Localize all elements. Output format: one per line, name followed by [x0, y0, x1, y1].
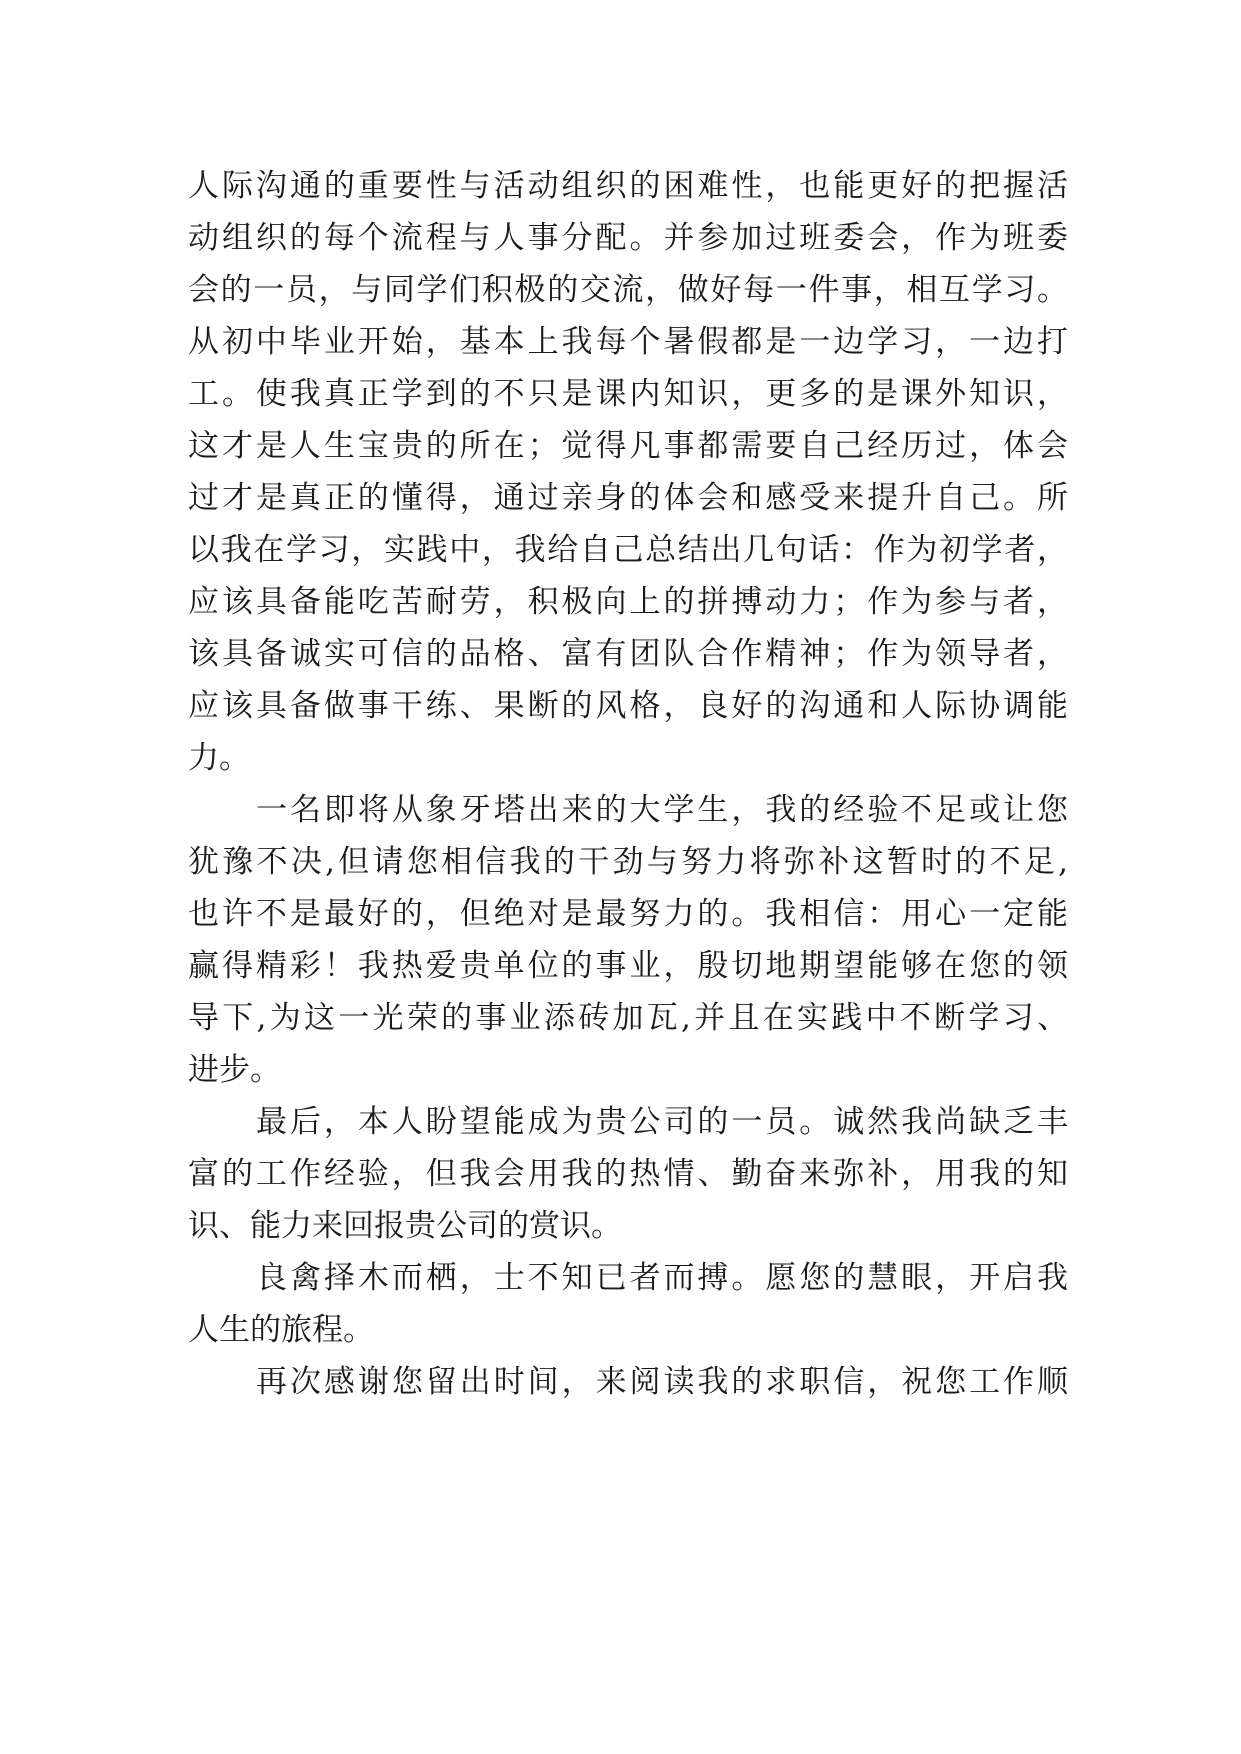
paragraph-continuation [188, 160, 1068, 784]
text-line: 从初中毕业开始，基本上我每个暑假都是一边学习，一边打 [188, 324, 1068, 360]
text-line: 应该具备能吃苦耐劳，积极向上的拼搏动力；作为参与者， [188, 584, 1068, 620]
text-line: 进步。 [188, 1052, 281, 1088]
paragraph-proverb [188, 1252, 1068, 1356]
text-line: 富的工作经验，但我会用我的热情、勤奋来弥补，用我的知 [188, 1156, 1068, 1192]
paragraph-graduate [188, 784, 1068, 1096]
text-line: 犹豫不决,但请您相信我的干劲与努力将弥补这暂时的不足, [188, 844, 1068, 880]
text-line: 一名即将从象牙塔出来的大学生，我的经验不足或让您 [256, 792, 1068, 828]
text-line: 动组织的每个流程与人事分配。并参加过班委会，作为班委 [188, 220, 1068, 256]
text-line: 识、能力来回报贵公司的赏识。 [188, 1208, 622, 1244]
text-line: 也许不是最好的，但绝对是最努力的。我相信：用心一定能 [188, 896, 1068, 932]
text-line: 力。 [188, 740, 250, 776]
paragraph-finally [188, 1096, 1068, 1252]
text-line: 会的一员，与同学们积极的交流，做好每一件事，相互学习。 [188, 272, 1068, 308]
text-line: 工。使我真正学到的不只是课内知识，更多的是课外知识， [188, 376, 1068, 412]
text-line: 良禽择木而栖，士不知已者而搏。愿您的慧眼，开启我 [256, 1260, 1068, 1296]
text-line: 再次感谢您留出时间，来阅读我的求职信，祝您工作顺 [256, 1364, 1068, 1400]
text-line: 这才是人生宝贵的所在；觉得凡事都需要自己经历过，体会 [188, 428, 1068, 464]
paragraph-thanks [188, 1356, 1068, 1408]
text-line: 导下,为这一光荣的事业添砖加瓦,并且在实践中不断学习、 [188, 1000, 1068, 1036]
text-line: 该具备诚实可信的品格、富有团队合作精神；作为领导者， [188, 636, 1068, 672]
text-line: 赢得精彩！我热爱贵单位的事业，殷切地期望能够在您的领 [188, 948, 1068, 984]
text-line: 最后，本人盼望能成为贵公司的一员。诚然我尚缺乏丰 [256, 1104, 1068, 1140]
text-line: 人际沟通的重要性与活动组织的困难性，也能更好的把握活 [188, 168, 1068, 204]
text-line: 以我在学习，实践中，我给自己总结出几句话：作为初学者， [188, 532, 1068, 568]
text-line: 应该具备做事干练、果断的风格，良好的沟通和人际协调能 [188, 688, 1068, 724]
text-line: 人生的旅程。 [188, 1312, 374, 1348]
text-line: 过才是真正的懂得，通过亲身的体会和感受来提升自己。所 [188, 480, 1068, 516]
letter-body [188, 160, 1068, 1408]
